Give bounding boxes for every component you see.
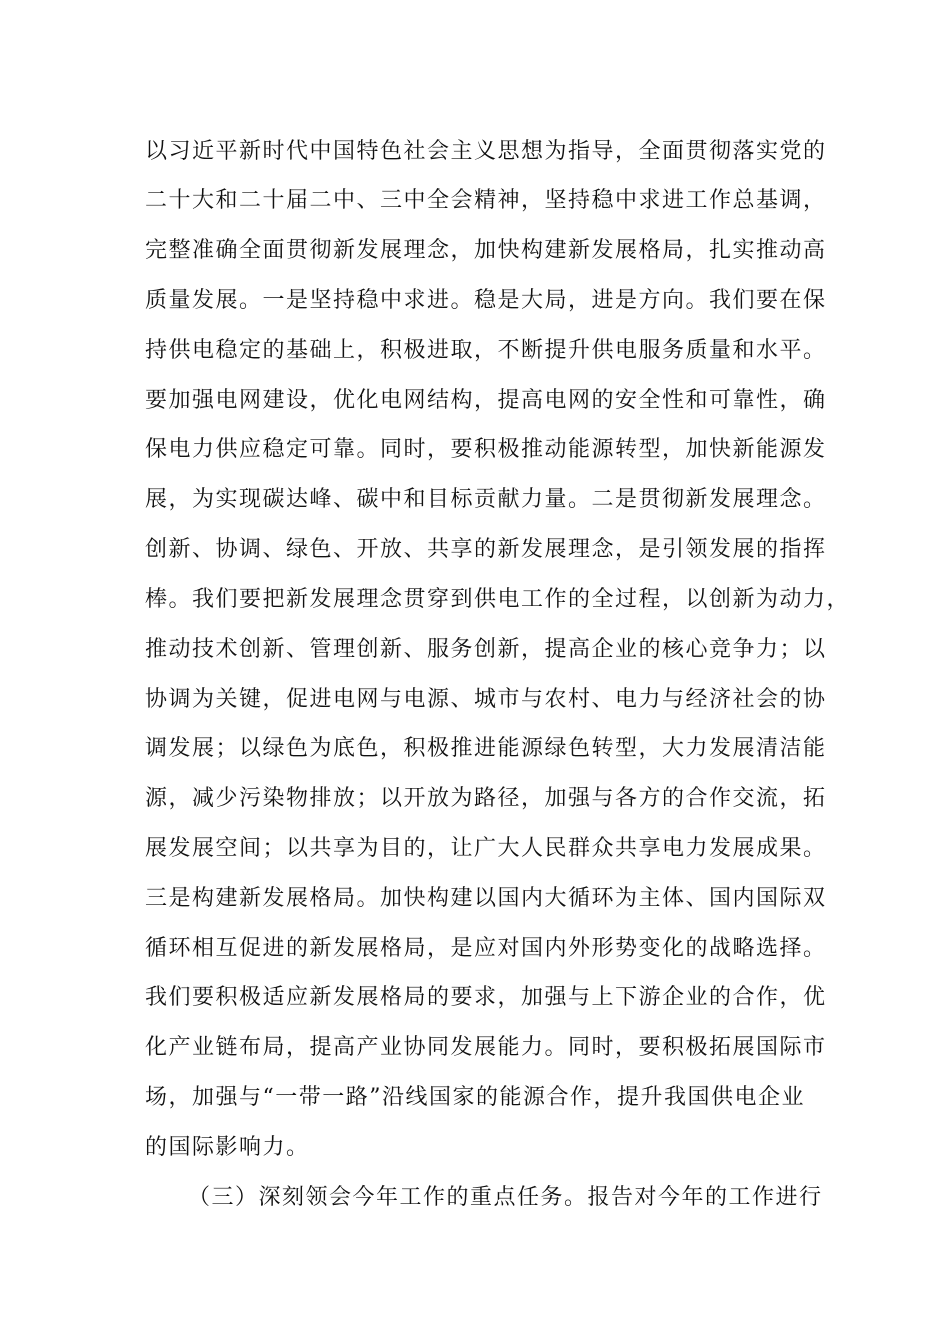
- body-text-line: 保电力供应稳定可靠。同时，要积极推动能源转型，加快新能源发: [145, 437, 827, 462]
- body-text-line: 化产业链布局，提高产业协同发展能力。同时，要积极拓展国际市: [145, 1035, 827, 1060]
- body-text-line: 要加强电网建设，优化电网结构，提高电网的安全性和可靠性，确: [145, 388, 827, 413]
- body-text-line: 展发展空间；以共享为目的，让广大人民群众共享电力发展成果。: [145, 836, 827, 861]
- body-text-line: 调发展；以绿色为底色，积极推进能源绿色转型，大力发展清洁能: [145, 736, 827, 761]
- body-text-line: 推动技术创新、管理创新、服务创新，提高企业的核心竞争力；以: [145, 637, 827, 662]
- body-text-line: 三是构建新发展格局。加快构建以国内大循环为主体、国内国际双: [145, 886, 827, 911]
- section-heading-three: （三）深刻领会今年工作的重点任务。报告对今年的工作进行: [188, 1185, 823, 1210]
- body-text-line: 以习近平新时代中国特色社会主义思想为指导，全面贯彻落实党的: [145, 139, 827, 164]
- body-text-line: 二十大和二十届二中、三中全会精神，坚持稳中求进工作总基调，: [145, 188, 827, 213]
- body-text-line: 创新、协调、绿色、开放、共享的新发展理念，是引领发展的指挥: [145, 537, 827, 562]
- body-text-line: 完整准确全面贯彻新发展理念，加快构建新发展格局，扎实推动高: [145, 238, 827, 263]
- body-text-line: 棒。我们要把新发展理念贯穿到供电工作的全过程，以创新为动力，: [145, 587, 851, 612]
- body-text-line: 持供电稳定的基础上，积极进取，不断提升供电服务质量和水平。: [145, 338, 827, 363]
- body-text-line: 协调为关键，促进电网与电源、城市与农村、电力与经济社会的协: [145, 687, 827, 712]
- body-text-line: 场，加强与“一带一路”沿线国家的能源合作，提升我国供电企业: [145, 1085, 805, 1110]
- body-text-line: 循环相互促进的新发展格局，是应对国内外形势变化的战略选择。: [145, 936, 827, 961]
- body-text-line: 我们要积极适应新发展格局的要求，加强与上下游企业的合作，优: [145, 985, 827, 1010]
- body-text-line: 展，为实现碳达峰、碳中和目标贡献力量。二是贯彻新发展理念。: [145, 487, 827, 512]
- body-text-line: 质量发展。一是坚持稳中求进。稳是大局，进是方向。我们要在保: [145, 288, 827, 313]
- body-text-line: 的国际影响力。: [145, 1135, 310, 1160]
- body-text-line: 源，减少污染物排放；以开放为路径，加强与各方的合作交流，拓: [145, 786, 827, 811]
